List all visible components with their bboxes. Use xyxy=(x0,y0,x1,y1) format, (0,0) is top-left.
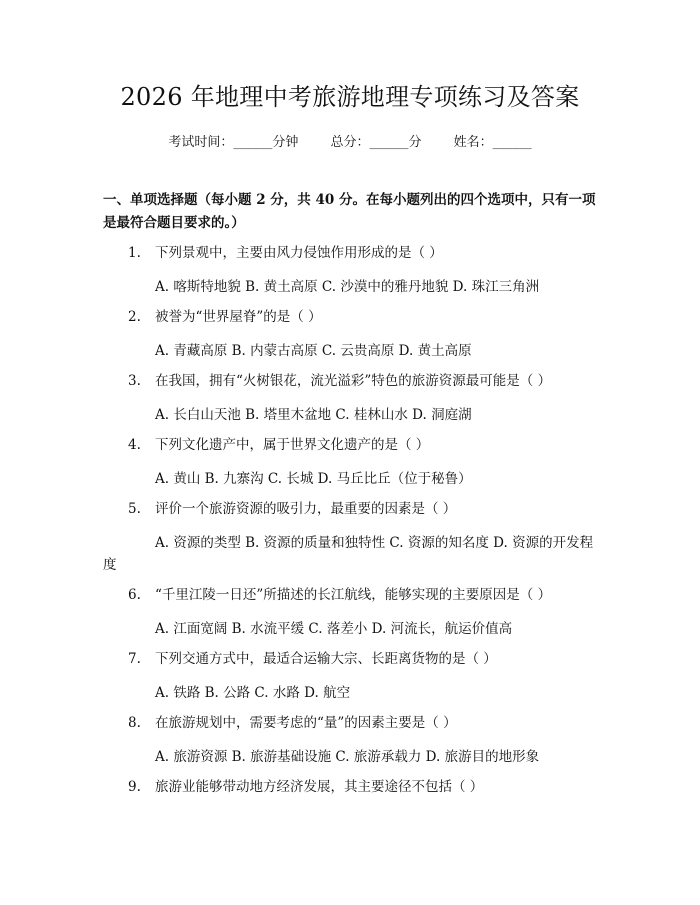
question-4 xyxy=(103,434,597,490)
question-5 xyxy=(103,498,597,576)
question-stem: 在旅游规划中，需要考虑的“量”的因素主要是（ ） xyxy=(155,715,457,731)
question-number: 2. xyxy=(128,309,141,325)
question-stem: 被誉为“世界屋脊”的是（ ） xyxy=(155,309,322,325)
exam-time: 考试时间：______分钟 xyxy=(168,135,299,150)
question-stem: 在我国，拥有“火树银花，流光溢彩”特色的旅游资源最可能是（ ） xyxy=(155,373,552,389)
question-number: 1. xyxy=(128,245,141,261)
question-stem: 下列文化遗产中，属于世界文化遗产的是（ ） xyxy=(155,437,430,453)
question-options: A. 长白山天池 B. 塔里木盆地 C. 桂林山水 D. 洞庭湖 xyxy=(155,407,472,423)
question-stem: 下列景观中，主要由风力侵蚀作用形成的是（ ） xyxy=(155,245,443,261)
question-stem: 下列交通方式中，最适合运输大宗、长距离货物的是（ ） xyxy=(155,651,497,667)
question-7 xyxy=(103,648,597,704)
total-score: 总分：______分 xyxy=(330,135,422,150)
question-number: 7. xyxy=(128,651,141,667)
exam-info xyxy=(0,133,700,153)
question-3 xyxy=(103,370,597,426)
question-number: 3. xyxy=(128,373,141,389)
question-stem: “千里江陵一日还”所描述的长江航线，能够实现的主要原因是（ ） xyxy=(155,587,552,603)
question-stem: 旅游业能够带动地方经济发展，其主要途径不包括（ ） xyxy=(155,779,484,795)
question-9 xyxy=(103,776,597,798)
question-options: A. 铁路 B. 公路 C. 水路 D. 航空 xyxy=(155,685,351,701)
question-8 xyxy=(103,712,597,768)
question-stem: 评价一个旅游资源的吸引力，最重要的因素是（ ） xyxy=(155,501,457,517)
question-options: A. 资源的类型 B. 资源的质量和独特性 C. 资源的知名度 D. 资源的开发程度 xyxy=(103,535,594,573)
question-number: 8. xyxy=(128,715,141,731)
question-options: A. 江面宽阔 B. 水流平缓 C. 落差小 D. 河流长，航运价值高 xyxy=(155,621,513,637)
page-title: 2026 年地理中考旅游地理专项练习及答案 xyxy=(120,83,580,111)
question-1 xyxy=(103,242,597,298)
question-2 xyxy=(103,306,597,362)
question-number: 5. xyxy=(128,501,141,517)
question-options: A. 黄山 B. 九寨沟 C. 长城 D. 马丘比丘（位于秘鲁） xyxy=(155,471,472,487)
question-options: A. 青藏高原 B. 内蒙古高原 C. 云贵高原 D. 黄土高原 xyxy=(155,343,472,359)
student-name: 姓名：______ xyxy=(453,135,532,150)
question-number: 9. xyxy=(128,779,141,795)
question-number: 6. xyxy=(128,587,141,603)
section-heading: 一、单项选择题（每小题 2 分，共 40 分。在每小题列出的四个选项中，只有一项是最符合题目要求的。） xyxy=(103,192,596,231)
question-number: 4. xyxy=(128,437,141,453)
question-options: A. 喀斯特地貌 B. 黄土高原 C. 沙漠中的雅丹地貌 D. 珠江三角洲 xyxy=(155,279,540,295)
question-6 xyxy=(103,584,597,640)
question-options: A. 旅游资源 B. 旅游基础设施 C. 旅游承载力 D. 旅游目的地形象 xyxy=(155,749,540,765)
